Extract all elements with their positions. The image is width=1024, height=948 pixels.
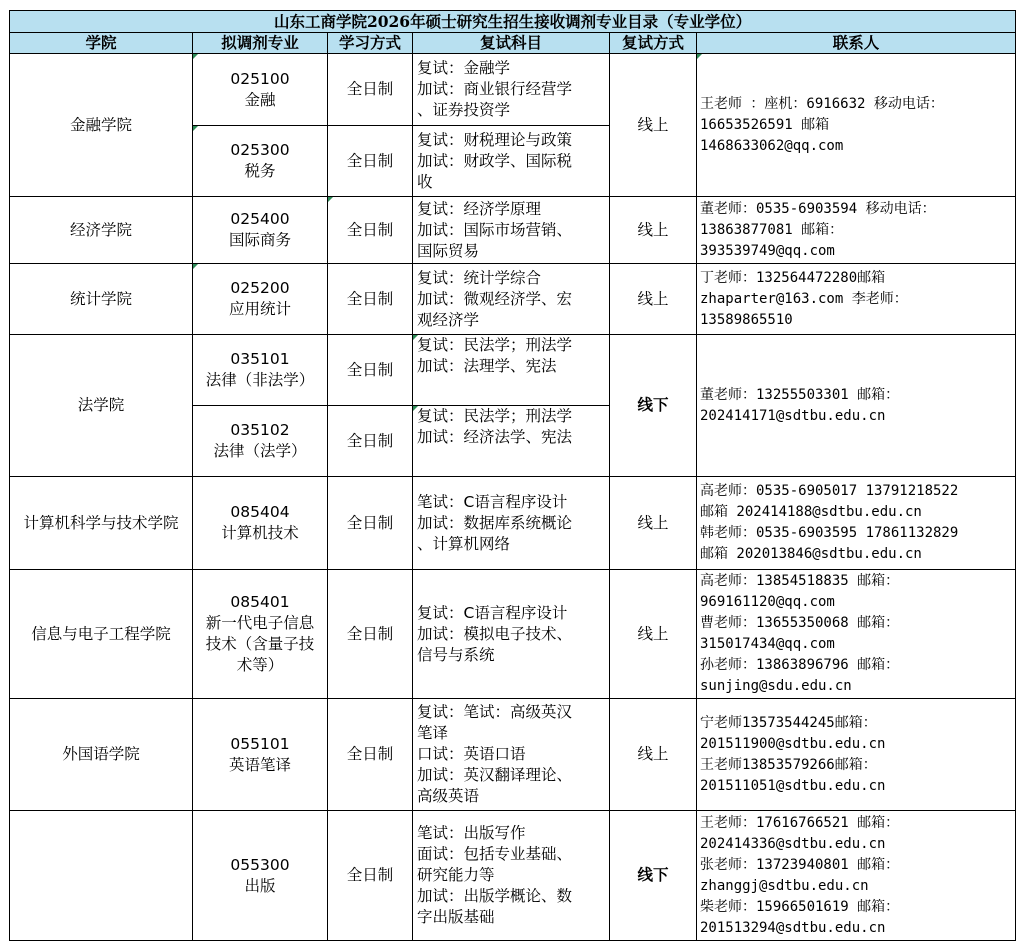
major-code: 025400 <box>230 210 290 228</box>
contact-line: 孙老师：13863896796 邮箱： <box>700 657 900 673</box>
contact-line: sunjing@sdu.edu.cn <box>700 678 852 694</box>
major-name: 计算机技术 <box>221 524 299 542</box>
major-name: 金融 <box>244 90 276 109</box>
subject-line: 、证券投资学 <box>417 101 511 119</box>
header-retest-subjects: 复试科目 <box>413 33 610 54</box>
subjects-cell <box>413 811 610 941</box>
contact-line: 16653526591 邮箱 <box>700 116 830 133</box>
contact-line: 王老师：17616766521 邮箱： <box>700 814 900 831</box>
study-mode-cell: 全日制 <box>328 570 413 699</box>
retest-method-cell: 线上 <box>610 699 697 811</box>
subject-line: 复试：财税理论与政策 <box>417 130 573 149</box>
major-code: 085404 <box>230 503 290 521</box>
subjects-cell <box>413 335 610 406</box>
admissions-table-sheet <box>9 10 1015 941</box>
subject-line: 高级英语 <box>417 787 480 805</box>
subject-line: 复试：经济学原理 <box>417 199 542 218</box>
major-name: 术等） <box>236 656 284 674</box>
subjects-cell <box>413 126 610 197</box>
major-code: 085401 <box>230 593 290 611</box>
contact-line: 邮箱 202414188@sdtbu.edu.cn <box>700 504 922 520</box>
retest-method-cell: 线下 <box>610 335 697 477</box>
subject-line: 加试：数据库系统概论 <box>417 513 573 532</box>
subject-line: 加试：商业银行经营学 <box>417 80 573 98</box>
subject-line: 加试：模拟电子技术、 <box>417 624 573 643</box>
college-cell: 计算机科学与技术学院 <box>10 477 193 570</box>
contact-line: 丁老师：132564472280邮箱 <box>700 269 886 286</box>
college-cell: 金融学院 <box>10 54 193 197</box>
subject-line: 复试：民法学；刑法学 <box>417 336 573 354</box>
contact-line: 柴老师：15966501619 邮箱： <box>700 898 900 915</box>
table-row <box>10 264 1016 335</box>
subject-line: 加试：法理学、宪法 <box>417 357 557 375</box>
contact-line: 董老师：0535-6903594 移动电话： <box>700 200 936 217</box>
subject-line: 信号与系统 <box>417 645 495 664</box>
subject-line: 研究能力等 <box>417 866 495 884</box>
contact-line: 张老师：13723940801 邮箱： <box>700 856 900 873</box>
contact-line: zhanggj@sdtbu.edu.cn <box>700 877 869 894</box>
header-college: 学院 <box>10 33 193 54</box>
header-major: 拟调剂专业 <box>193 33 328 54</box>
contact-cell <box>697 335 1016 477</box>
study-mode-cell: 全日制 <box>328 197 413 264</box>
table-row <box>10 335 1016 406</box>
study-mode-cell: 全日制 <box>328 264 413 335</box>
major-code: 055101 <box>230 734 290 753</box>
subject-line: 收 <box>417 172 433 191</box>
major-name: 国际商务 <box>228 231 291 249</box>
subject-line: 面试：包括专业基础、 <box>417 845 573 863</box>
subject-line: 加试：出版学概论、数 <box>417 887 573 905</box>
contact-cell <box>697 264 1016 335</box>
contact-line: 宁老师13573544245邮箱： <box>700 714 877 731</box>
header-retest-method: 复试方式 <box>610 33 697 54</box>
subject-line: 笔译 <box>417 724 449 742</box>
major-code: 025300 <box>230 141 290 159</box>
retest-method-cell: 线上 <box>610 197 697 264</box>
major-code: 035102 <box>230 421 290 439</box>
subjects-cell <box>413 264 610 335</box>
subject-line: 国际贸易 <box>417 241 480 260</box>
contact-cell <box>697 811 1016 941</box>
retest-method-cell: 线上 <box>610 477 697 570</box>
major-code: 025200 <box>230 279 290 297</box>
major-name: 技术（含量子技 <box>205 635 315 653</box>
contact-line: 邮箱 202013846@sdtbu.edu.cn <box>700 546 922 562</box>
table-row <box>10 570 1016 699</box>
major-cell <box>193 126 328 197</box>
major-name: 英语笔译 <box>228 755 291 774</box>
retest-method-cell: 线下 <box>610 811 697 941</box>
retest-method-cell: 线上 <box>610 54 697 197</box>
contact-line: 1468633062@qq.com <box>700 137 844 154</box>
table-row <box>10 54 1016 126</box>
subject-line: 观经济学 <box>417 310 480 329</box>
major-name: 应用统计 <box>228 300 291 318</box>
subject-line: 复试：民法学；刑法学 <box>417 407 573 425</box>
subject-line: 复试：笔试：高级英汉 <box>417 703 573 721</box>
contact-line: 315017434@qq.com <box>700 636 835 652</box>
major-name: 新一代电子信息 <box>205 614 315 632</box>
major-cell <box>193 54 328 126</box>
subject-line: 字出版基础 <box>417 908 495 926</box>
contact-line: 王老师13853579266邮箱： <box>700 756 877 773</box>
contact-line: 高老师：13854518835 邮箱： <box>700 573 900 589</box>
header-study-mode: 学习方式 <box>328 33 413 54</box>
major-cell <box>193 570 328 699</box>
contact-line: 201513294@sdtbu.edu.cn <box>700 919 886 936</box>
subject-line: 复试：C语言程序设计 <box>417 603 568 622</box>
table-row <box>10 699 1016 811</box>
study-mode-cell: 全日制 <box>328 406 413 477</box>
major-cell <box>193 406 328 477</box>
major-name: 出版 <box>244 876 276 895</box>
study-mode-cell: 全日制 <box>328 54 413 126</box>
contact-line: 393539749@qq.com <box>700 242 835 259</box>
table-row <box>10 477 1016 570</box>
subject-line: 加试：财政学、国际税 <box>417 151 573 170</box>
subject-line: 、计算机网络 <box>417 534 511 553</box>
major-code: 055300 <box>230 855 290 874</box>
table-title: 山东工商学院2026年硕士研究生招生接收调剂专业目录（专业学位） <box>10 11 1016 33</box>
subject-line: 加试：经济法学、宪法 <box>417 428 573 446</box>
contact-cell <box>697 570 1016 699</box>
major-code: 035101 <box>230 350 290 368</box>
header-contact: 联系人 <box>697 33 1016 54</box>
college-cell: 统计学院 <box>10 264 193 335</box>
contact-line: 13589865510 <box>700 311 793 328</box>
contact-cell <box>697 197 1016 264</box>
table-row <box>10 811 1016 941</box>
major-cell <box>193 264 328 335</box>
college-cell <box>10 811 193 941</box>
table-row <box>10 197 1016 264</box>
contact-cell <box>697 699 1016 811</box>
contact-line: 969161120@qq.com <box>700 594 835 610</box>
subject-line: 笔试：C语言程序设计 <box>417 492 568 511</box>
contact-line: 曹老师：13655350068 邮箱： <box>700 615 900 631</box>
major-cell <box>193 335 328 406</box>
major-name: 税务 <box>244 162 276 180</box>
contact-line: 董老师：13255503301 邮箱： <box>700 386 900 403</box>
admissions-table <box>9 10 1016 941</box>
contact-line: 201511051@sdtbu.edu.cn <box>700 777 886 794</box>
major-cell <box>193 197 328 264</box>
contact-line: 韩老师：0535-6903595 17861132829 <box>700 525 959 541</box>
study-mode-cell: 全日制 <box>328 811 413 941</box>
contact-cell <box>697 54 1016 197</box>
subject-line: 加试：微观经济学、宏 <box>417 289 573 308</box>
major-code: 025100 <box>230 69 290 88</box>
subject-line: 加试：国际市场营销、 <box>417 220 573 239</box>
contact-line: 高老师：0535-6905017 13791218522 <box>700 483 959 499</box>
subjects-cell <box>413 699 610 811</box>
subjects-cell <box>413 406 610 477</box>
subjects-cell <box>413 477 610 570</box>
college-cell: 法学院 <box>10 335 193 477</box>
subject-line: 口试：英语口语 <box>417 745 526 763</box>
major-cell <box>193 477 328 570</box>
contact-line: 202414171@sdtbu.edu.cn <box>700 407 886 424</box>
subject-line: 复试：金融学 <box>417 59 511 77</box>
college-cell: 外国语学院 <box>10 699 193 811</box>
major-name: 法律（非法学） <box>205 371 315 389</box>
retest-method-cell: 线上 <box>610 264 697 335</box>
college-cell: 经济学院 <box>10 197 193 264</box>
contact-line: 王老师 ：座机：6916632 移动电话： <box>700 95 944 112</box>
study-mode-cell: 全日制 <box>328 699 413 811</box>
contact-line: 13863877081 邮箱： <box>700 221 844 238</box>
study-mode-cell: 全日制 <box>328 126 413 197</box>
major-cell <box>193 811 328 941</box>
major-name: 法律（法学） <box>213 442 307 460</box>
contact-line: 202414336@sdtbu.edu.cn <box>700 835 886 852</box>
subjects-cell <box>413 570 610 699</box>
subject-line: 笔试：出版写作 <box>417 824 526 842</box>
study-mode-cell: 全日制 <box>328 335 413 406</box>
subject-line: 加试：英汉翻译理论、 <box>417 766 573 784</box>
contact-cell <box>697 477 1016 570</box>
subjects-cell <box>413 197 610 264</box>
college-cell: 信息与电子工程学院 <box>10 570 193 699</box>
contact-line: 201511900@sdtbu.edu.cn <box>700 735 886 752</box>
study-mode-cell: 全日制 <box>328 477 413 570</box>
major-cell <box>193 699 328 811</box>
subject-line: 复试：统计学综合 <box>417 268 542 287</box>
contact-line: zhaparter@163.com 李老师： <box>700 290 908 307</box>
subjects-cell <box>413 54 610 126</box>
retest-method-cell: 线上 <box>610 570 697 699</box>
